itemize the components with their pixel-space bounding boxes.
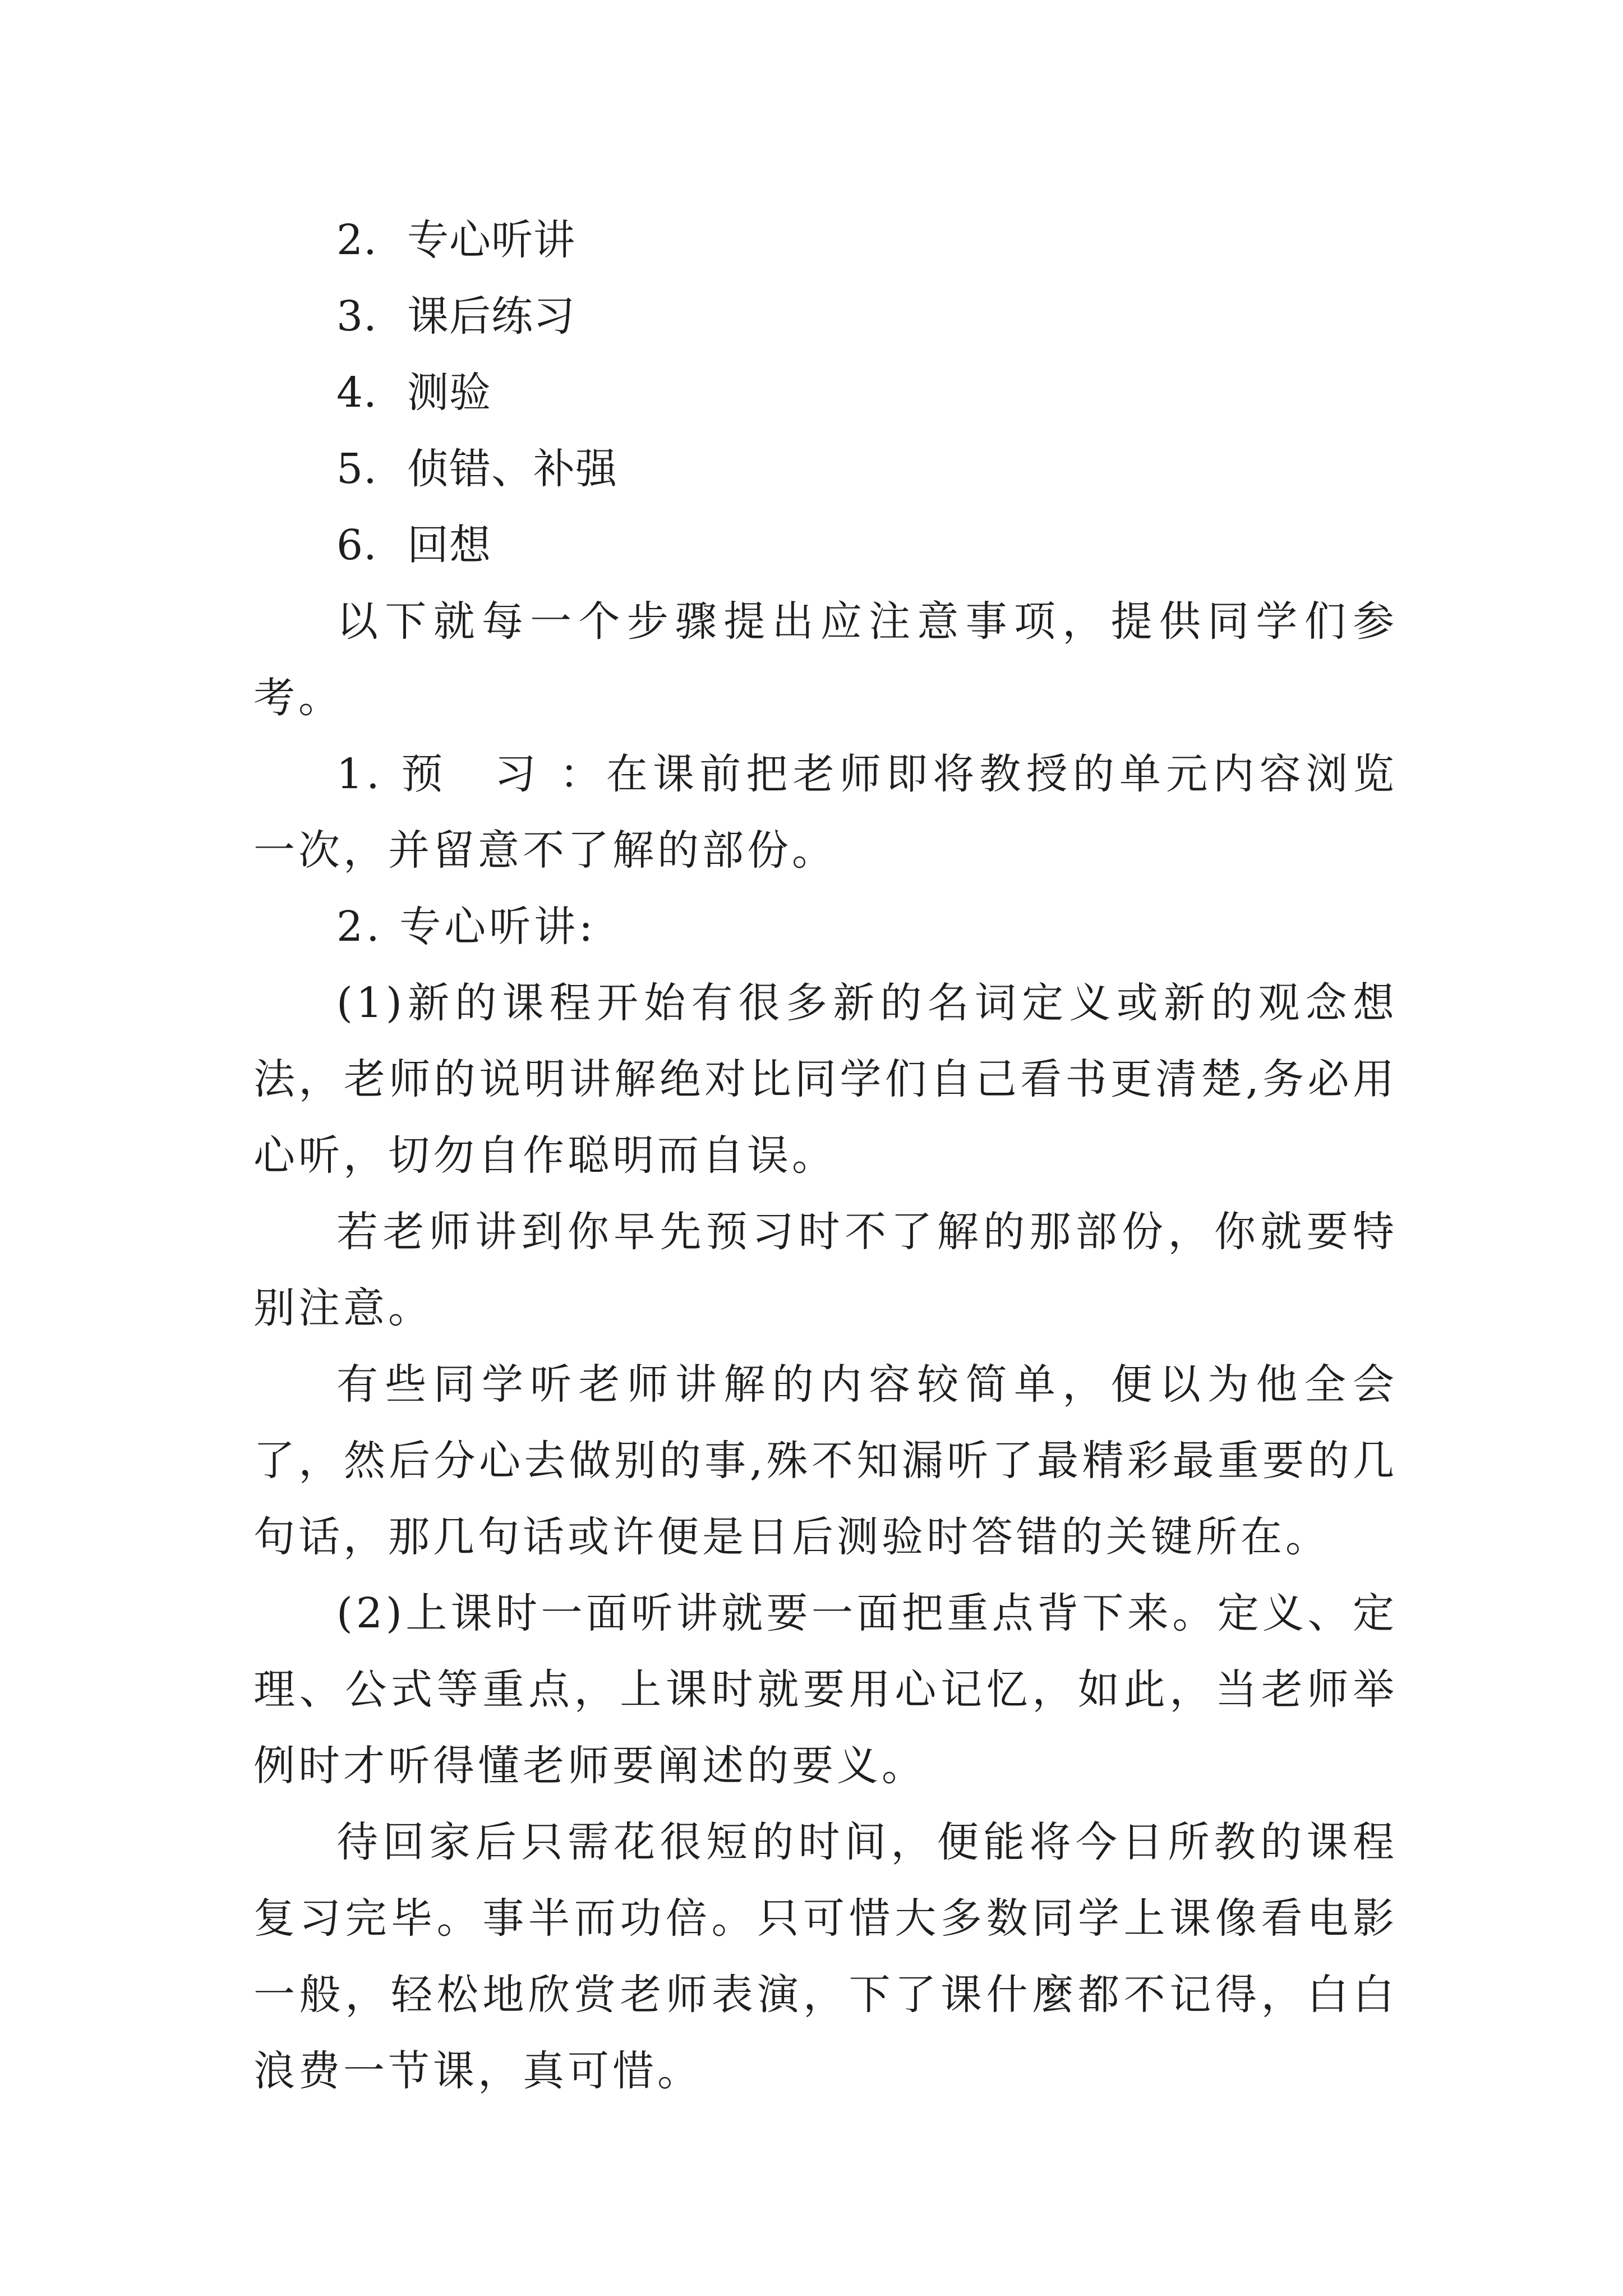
paragraph-preview: 1. 预 习 ：在课前把老师即将教授的单元内容浏览一次，并留意不了解的部份。 [253,750,1398,875]
paragraph-memorize: (2)上课时一面听讲就要一面把重点背下来。定义、定理、公式等重点，上课时就要用心记忆，如此，当老师举例时才听得懂老师要阐述的要义。 [253,1589,1398,1790]
list-text: 专心听讲 [407,216,575,264]
paragraph-heading-listen: 2. 专心听讲: [336,903,597,951]
list-text: 课后练习 [407,292,575,341]
list-text: 测验 [407,369,491,417]
paragraph-distraction: 有些同学听老师讲解的内容较简单，便以为他全会了，然后分心去做别的事,殊不知漏听了最精彩最重要的几句话，那几句话或许便是日后测验时答错的关键所在。 [253,1360,1398,1561]
list-item [253,202,1398,278]
paragraph-attention: 若老师讲到你早先预习时不了解的那部份，你就要特别注意。 [253,1208,1398,1332]
list-number: 2. [336,216,377,264]
list-number: 4. [336,369,377,417]
list-item [253,355,1398,431]
list-number: 6. [336,521,377,569]
list-item [253,431,1398,507]
list-number: 3. [336,292,377,341]
document-body [253,202,1398,2109]
paragraph-review: 待回家后只需花很短的时间，便能将今日所教的课程复习完毕。事半而功倍。只可惜大多数同学上课像看电影一般，轻松地欣赏老师表演，下了课什麼都不记得，白白浪费一节课，真可惜。 [253,1818,1398,2095]
list-item [253,278,1398,355]
list-text: 侦错、补强 [407,445,617,493]
list-item [253,507,1398,583]
paragraph-new-course: (1)新的课程开始有很多新的名词定义或新的观念想法，老师的说明讲解绝对比同学们自己看书更清楚,务必用心听，切勿自作聪明而自误。 [253,979,1398,1180]
paragraph-intro: 以下就每一个步骤提出应注意事项，提供同学们参考。 [253,597,1398,722]
list-number: 5. [336,445,377,493]
list-text: 回想 [407,521,491,569]
